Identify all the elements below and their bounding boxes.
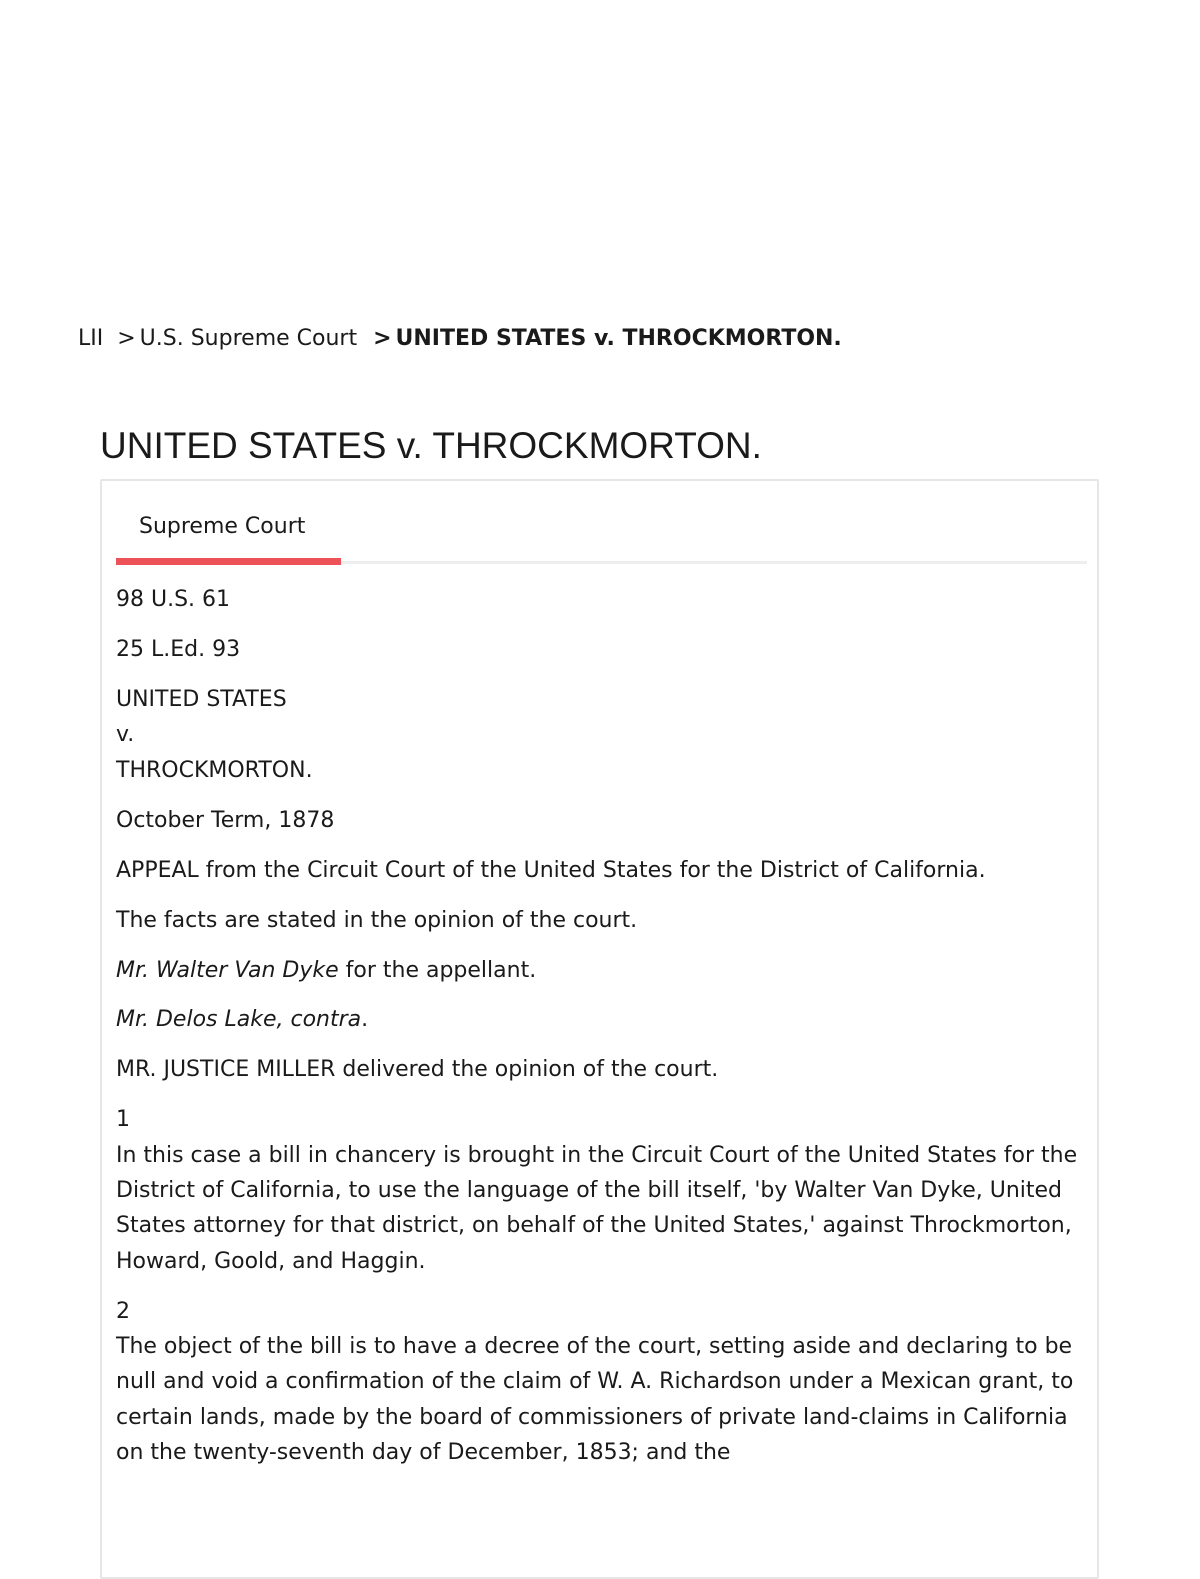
tab-supreme-court[interactable] xyxy=(116,481,341,563)
breadcrumb-link-lii[interactable]: LII xyxy=(78,326,104,351)
paragraph-text: The object of the bill is to have a decree of the court, setting aside and declaring to be null and void a confirmation of the claim of W. A. Richardson under a Mexican grant, to certain lands, made by the board of commissioners of private land-claims in California on the twenty-seventh day of December, 1853; and the xyxy=(116,1333,1074,1465)
tab-label: Supreme Court xyxy=(139,514,306,539)
versus: v. xyxy=(116,722,135,748)
breadcrumb-separator: > xyxy=(117,326,136,351)
counsel-role: . xyxy=(361,1007,369,1033)
opinion-intro: MR. JUSTICE MILLER delivered the opinion of the court. xyxy=(116,1057,719,1083)
case-parties xyxy=(116,682,1084,788)
opinion-paragraph xyxy=(116,1294,1084,1470)
breadcrumb-separator: > xyxy=(373,326,392,351)
active-tab-indicator xyxy=(116,558,341,565)
appeal-statement: APPEAL from the Circuit Court of the United States for the District of California. xyxy=(116,857,986,883)
opinion-paragraph xyxy=(116,1102,1084,1278)
counsel-role: for the appellant. xyxy=(338,957,537,983)
opinion-content xyxy=(116,582,1084,1485)
counsel-appellant xyxy=(116,953,1084,988)
counsel-name: Mr. Walter Van Dyke xyxy=(116,957,339,983)
facts-statement: The facts are stated in the opinion of the court. xyxy=(116,907,638,933)
breadcrumb-link-supreme-court[interactable]: U.S. Supreme Court xyxy=(139,326,358,351)
defendant: THROCKMORTON. xyxy=(116,757,313,783)
tab-bar xyxy=(116,481,1087,564)
counsel-appellee xyxy=(116,1002,1084,1037)
breadcrumb-current: UNITED STATES v. THROCKMORTON. xyxy=(395,326,842,351)
paragraph-text: In this case a bill in chancery is brought in the Circuit Court of the United States for the District of California, to use the language of the bill itself, 'by Walter Van Dyke, United States attorney for that district, on behalf of the United States,' against Throckmorton, Howard, Goold, and Haggin. xyxy=(116,1142,1078,1274)
plaintiff: UNITED STATES xyxy=(116,686,287,712)
paragraph-number: 1 xyxy=(116,1107,130,1133)
counsel-name: Mr. Delos Lake, contra xyxy=(116,1007,362,1033)
paragraph-number: 2 xyxy=(116,1298,130,1324)
breadcrumb xyxy=(78,324,842,354)
citation: 25 L.Ed. 93 xyxy=(116,636,241,662)
page-title: UNITED STATES v. THROCKMORTON. xyxy=(100,425,762,466)
citation: 98 U.S. 61 xyxy=(116,587,231,612)
term: October Term, 1878 xyxy=(116,807,335,833)
